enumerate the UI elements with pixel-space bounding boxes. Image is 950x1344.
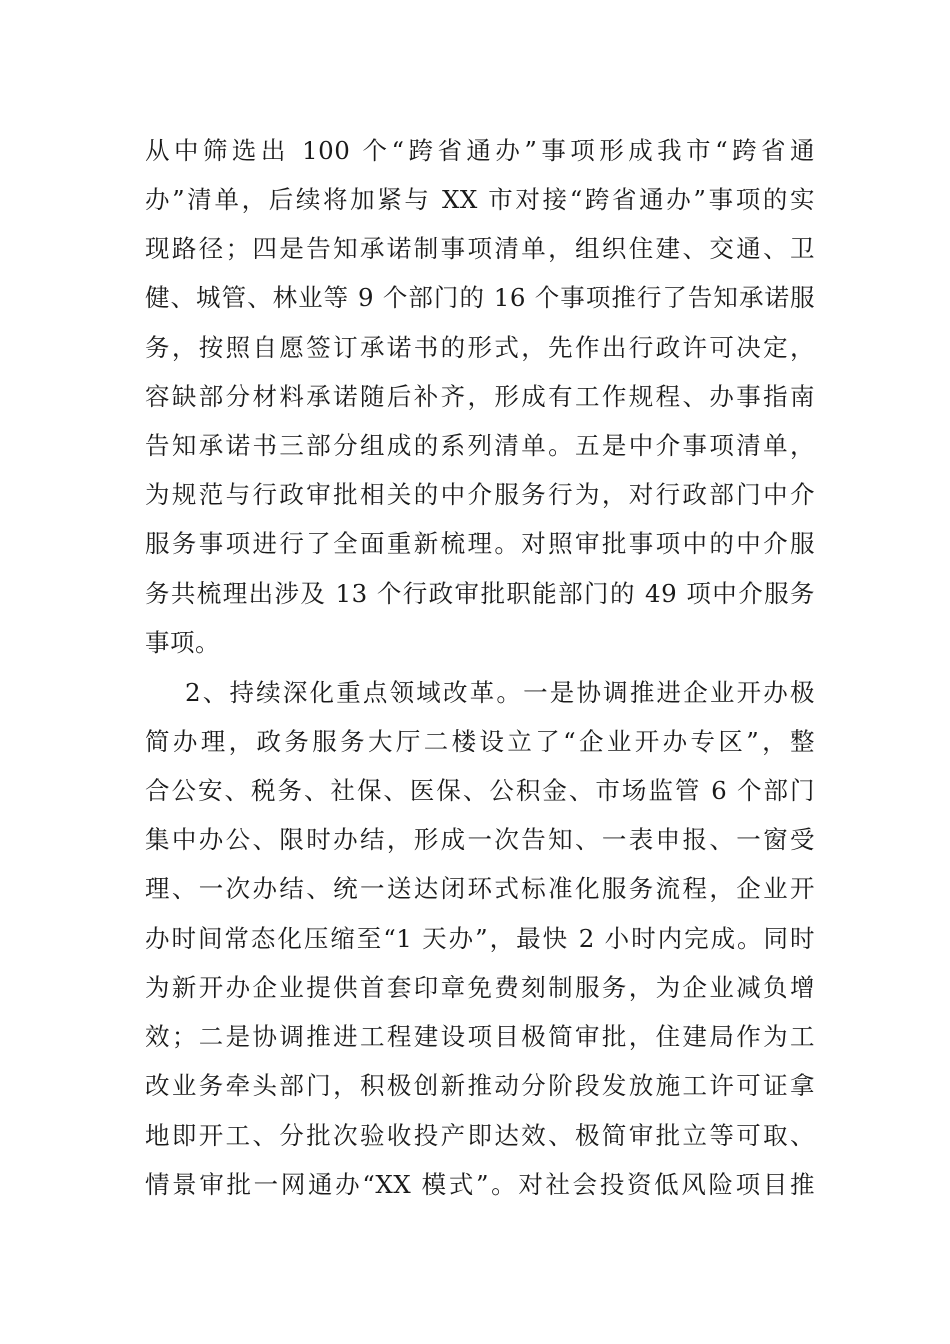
text-line-3: 现路径；四是告知承诺制事项清单，组织住建、交通、卫 (145, 234, 815, 263)
text-line-2: 办”清单，后续将加紧与 XX 市对接“跨省通办”事项的实 (145, 185, 815, 214)
text-line-7: 告知承诺书三部分组成的系列清单。五是中介事项清单， (145, 431, 815, 460)
text-line-15: 集中办公、限时办结，形成一次告知、一表申报、一窗受 (145, 825, 815, 854)
text-line-19: 效；二是协调推进工程建设项目极简审批，住建局作为工 (145, 1022, 815, 1051)
text-line-6: 容缺部分材料承诺随后补齐，形成有工作规程、办事指南 (145, 382, 815, 411)
text-line-13: 简办理，政务服务大厅二楼设立了“企业开办专区”，整 (145, 727, 815, 756)
text-line-21: 地即开工、分批次验收投产即达效、极简审批立等可取、 (145, 1121, 815, 1150)
text-line-22: 情景审批一网通办“XX 模式”。对社会投资低风险项目推 (145, 1170, 815, 1199)
text-line-17: 办时间常态化压缩至“1 天办”，最快 2 小时内完成。同时 (145, 924, 815, 953)
text-line-10: 务共梳理出涉及 13 个行政审批职能部门的 49 项中介服务 (145, 579, 815, 608)
text-line-18: 为新开办企业提供首套印章免费刻制服务，为企业减负增 (145, 973, 815, 1002)
text-line-4: 健、城管、林业等 9 个部门的 16 个事项推行了告知承诺服 (145, 283, 815, 312)
text-line-8: 为规范与行政审批相关的中介服务行为，对行政部门中介 (145, 480, 815, 509)
text-line-20: 改业务牵头部门，积极创新推动分阶段发放施工许可证拿 (145, 1071, 815, 1100)
text-line-14: 合公安、税务、社保、医保、公积金、市场监管 6 个部门 (145, 776, 815, 805)
text-line-9: 服务事项进行了全面重新梳理。对照审批事项中的中介服 (145, 529, 815, 558)
text-line-16: 理、一次办结、统一送达闭环式标准化服务流程，企业开 (145, 874, 815, 903)
text-line-1: 从中筛选出 100 个“跨省通办”事项形成我市“跨省通 (145, 136, 815, 165)
text-line-5: 务，按照自愿签订承诺书的形式，先作出行政许可决定， (145, 333, 815, 362)
text-line-11: 事项。 (145, 628, 220, 657)
paragraph-heading-line: 2、持续深化重点领域改革。一是协调推进企业开办极 (185, 678, 815, 707)
